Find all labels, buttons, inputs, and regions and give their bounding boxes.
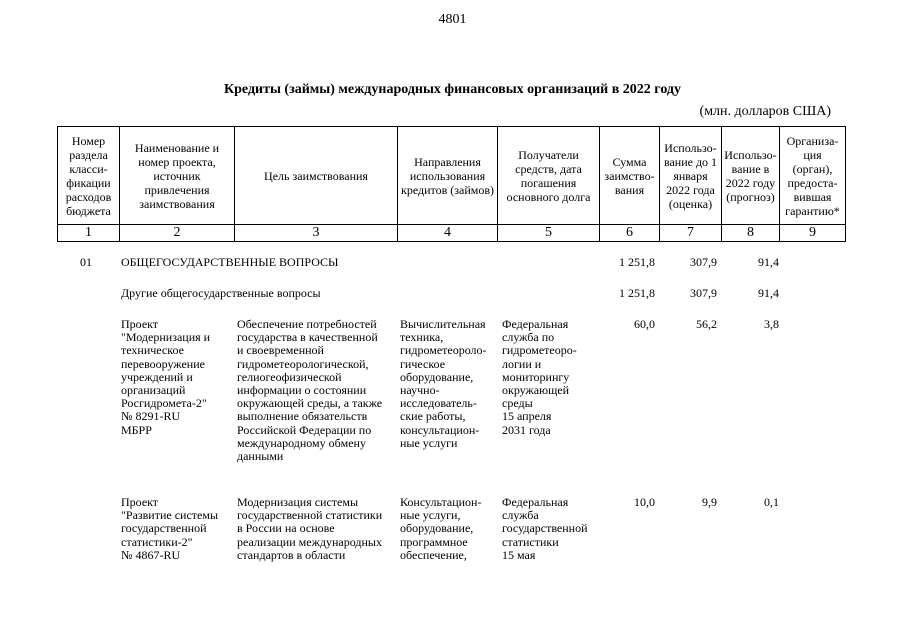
project-recipient-line: Федеральная: [502, 317, 569, 331]
project-name-line: № 4867-RU: [121, 547, 181, 562]
column-number: 5: [498, 225, 600, 242]
project-recipient-line: мониторингу: [502, 369, 570, 384]
project-purpose-line: Модернизация системы: [237, 495, 359, 509]
header-col-7: Использо- вание до 1 января 2022 года (оценка): [660, 127, 722, 225]
project-purpose-line: данными: [237, 449, 284, 464]
subsection-name: Другие общегосударственные вопросы: [121, 286, 321, 300]
project-used-2022: 0,1: [764, 495, 779, 509]
section-used-2022: 91,4: [758, 255, 779, 269]
project-purpose-line: государства в качественной: [237, 330, 378, 345]
project-recipient-line: статистики: [502, 534, 559, 549]
project-name-line: статистики-2": [121, 534, 193, 549]
credits-table-header: [57, 126, 846, 242]
project-recipient-line: гидрометеоро-: [502, 343, 577, 358]
project-directions-line: обеспечение,: [400, 547, 467, 562]
column-number: 8: [722, 225, 780, 242]
project-recipient-line: Федеральная: [502, 495, 569, 509]
header-col-9: Организа- ция (орган), предоста- вившая гарантию*: [780, 127, 846, 225]
project-name-line: "Модернизация и: [121, 330, 211, 345]
column-number: 1: [58, 225, 120, 242]
project-purpose-line: и своевременной: [237, 343, 324, 358]
project-directions-line: ные услуги: [400, 435, 458, 450]
project-name-line: "Развитие системы: [121, 508, 219, 523]
subsection-used-before: 307,9: [690, 286, 717, 300]
column-number: 3: [235, 225, 398, 242]
project-recipient: [502, 318, 600, 437]
project-recipient-line: 15 апреля: [502, 409, 552, 424]
page-number: 4801: [438, 12, 467, 27]
project-used-before: 9,9: [702, 495, 717, 509]
project-name-line: государственной: [121, 521, 207, 536]
project-purpose-line: гелиогеофизической: [237, 369, 342, 384]
header-col-5: Получатели средств, дата погашения основного долга: [498, 127, 600, 225]
header-col-3: Цель заимствования: [235, 127, 398, 225]
project-directions-line: оборудование,: [400, 369, 474, 384]
header-col-6: Сумма заимство- вания: [600, 127, 660, 225]
header-col-1: Номер раздела класси- фикации расходов бюджета: [58, 127, 120, 225]
project-purpose-line: реализации международных: [237, 534, 382, 549]
project-recipient-line: окружающей: [502, 383, 570, 398]
project-name-line: Росгидромета-2": [121, 396, 207, 411]
units-label: (млн. долларов США): [699, 104, 831, 119]
project-directions-line: программное: [400, 534, 468, 549]
project-directions-line: оборудование,: [400, 521, 474, 536]
project-purpose-line: информации о состоянии: [237, 383, 367, 398]
project-directions-line: научно-: [400, 383, 440, 398]
section-name: ОБЩЕГОСУДАРСТВЕННЫЕ ВОПРОСЫ: [121, 255, 339, 269]
project-recipient-line: среды: [502, 396, 533, 411]
project-name-line: организаций: [121, 383, 186, 398]
project-directions-line: гическое: [400, 356, 446, 371]
project-directions-line: гидрометеороло-: [400, 343, 487, 358]
subsection-sum: 1 251,8: [619, 286, 655, 300]
project-purpose: [237, 496, 397, 562]
project-directions-line: ские работы,: [400, 409, 466, 424]
project-directions-line: исследователь-: [400, 396, 477, 411]
project-used-2022: 3,8: [764, 317, 779, 331]
project-name-line: перевооружение: [121, 356, 205, 371]
document-title: Кредиты (займы) международных финансовых организаций в 2022 году: [223, 82, 681, 97]
project-name-line: № 8291-RU: [121, 409, 181, 424]
project-recipient-line: 15 мая: [502, 547, 536, 562]
project-purpose-line: выполнение обязательств: [237, 409, 368, 424]
section-used-before: 307,9: [690, 255, 717, 269]
project-name-line: техническое: [121, 343, 184, 358]
project-recipient-line: служба по: [502, 330, 555, 345]
project-sum: 60,0: [634, 317, 655, 331]
project-purpose: [237, 318, 397, 463]
project-name-line: Проект: [121, 317, 159, 331]
project-recipient-line: 2031 года: [502, 422, 551, 437]
project-directions: [400, 318, 498, 450]
project-recipient-line: логии и: [502, 356, 542, 371]
project-sum: 10,0: [634, 495, 655, 509]
project-purpose-line: государственной статистики: [237, 508, 383, 523]
project-purpose-line: международному обмену: [237, 435, 366, 450]
project-used-before: 56,2: [696, 317, 717, 331]
project-directions-line: Вычислительная: [400, 317, 486, 331]
project-purpose-line: Обеспечение потребностей: [237, 317, 377, 331]
column-number: 2: [120, 225, 235, 242]
project-purpose-line: Российской Федерации по: [237, 422, 372, 437]
project-recipient-line: служба: [502, 508, 539, 523]
project-purpose-line: стандартов в области: [237, 547, 346, 562]
column-number: 4: [398, 225, 498, 242]
project-name-line: Проект: [121, 495, 159, 509]
project-recipient-line: государственной: [502, 521, 588, 536]
project-name: [121, 496, 233, 562]
project-name-line: МБРР: [121, 422, 152, 437]
section-code: 01: [80, 255, 92, 269]
project-name: [121, 318, 233, 437]
project-directions-line: консультацион-: [400, 422, 480, 437]
project-directions: [400, 496, 498, 562]
project-directions-line: Консультацион-: [400, 495, 482, 509]
column-number: 9: [780, 225, 846, 242]
project-directions-line: техника,: [400, 330, 444, 345]
project-purpose-line: в России на основе: [237, 521, 335, 536]
project-name-line: учреждений и: [121, 369, 193, 384]
column-number: 7: [660, 225, 722, 242]
header-col-8: Использо- вание в 2022 году (прогноз): [722, 127, 780, 225]
project-directions-line: ные услуги,: [400, 508, 461, 523]
header-col-2: Наименование и номер проекта, источник привлечения заимствования: [120, 127, 235, 225]
header-col-4: Направления использования кредитов (займов): [398, 127, 498, 225]
project-purpose-line: окружающей среды, а также: [237, 396, 383, 411]
section-sum: 1 251,8: [619, 255, 655, 269]
column-number: 6: [600, 225, 660, 242]
subsection-used-2022: 91,4: [758, 286, 779, 300]
project-recipient: [502, 496, 600, 562]
project-purpose-line: гидрометеорологической,: [237, 356, 369, 371]
